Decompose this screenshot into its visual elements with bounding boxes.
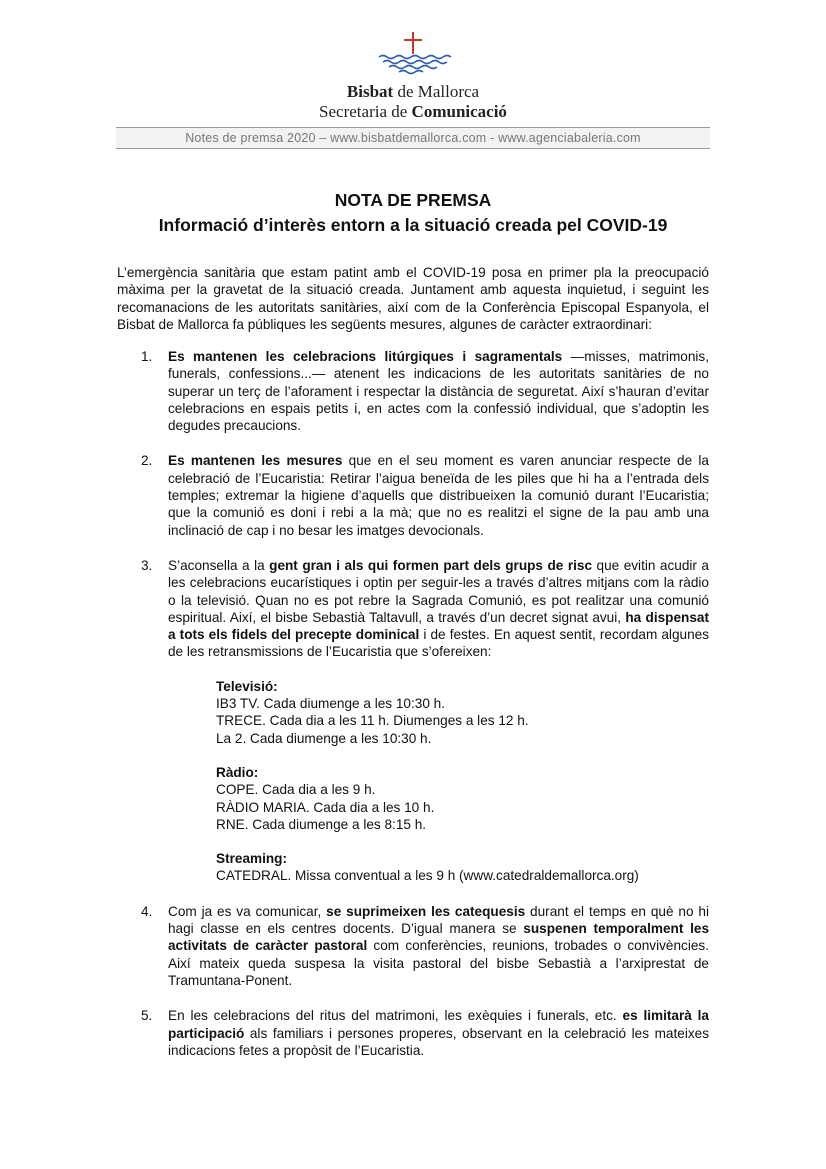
- spacer: [117, 885, 709, 903]
- spacer: [117, 434, 709, 452]
- broadcast-line: IB3 TV. Cada diumenge a les 10:30 h.: [216, 696, 445, 712]
- broadcast-line: RÀDIO MARIA. Cada dia a les 10 h.: [216, 799, 435, 815]
- page-title: NOTA DE PREMSA: [334, 190, 492, 210]
- broadcast-line: COPE. Cada dia a les 9 h.: [216, 782, 376, 798]
- spacer: [117, 989, 709, 1007]
- diocese-logo-icon: [373, 30, 453, 78]
- page-subtitle: Informació d’interès entorn a la situació creada pel COVID-19: [158, 215, 668, 235]
- item-number: 1.: [141, 349, 153, 364]
- broadcast-group: [216, 678, 709, 747]
- broadcast-schedule: [216, 678, 709, 885]
- broadcast-line: RNE. Cada diumenge a les 8:15 h.: [216, 816, 427, 832]
- list-item: 4. Com ja es va comunicar, se suprimeixen les catequesis durant el temps en què no hi hagi classe en els centres docents. D’igual manera se suspenen temporalment les activitats de caràcter pastoral com conferències, reunions, trobades o convivències. Així mateix queda suspesa la visita pastoral del bisbe Sebastià a l’arxiprestat de Tramuntana-Ponent.: [141, 903, 709, 988]
- item-number: 2.: [141, 453, 153, 469]
- list-item: 1. Es mantenen les celebracions litúrgiques i sagramentals —misses, matrimonis, funerals, confessions...— atenent les indicacions de les autoritats sanitàries de no superar un terç de l’aforament i respectar la distància de seguretat. Així s’hauran d’evitar celebracions en espais petits i, en actes com la confessió individual, que s’adoptin les degudes precaucions.: [141, 349, 709, 434]
- list-item: 5. En les celebracions del ritus del matrimoni, les exèquies i funerals, etc. es limitarà la participació als familiars i persones properes, observant en la celebració les mateixes indicacions fetes a propòsit de l’Eucaristia.: [141, 1008, 709, 1058]
- broadcast-group: [216, 850, 709, 885]
- letterhead: [0, 30, 826, 122]
- measures-list: [117, 348, 709, 1059]
- item-number: 5.: [141, 1008, 153, 1024]
- broadcast-line: La 2. Cada diumenge a les 10:30 h.: [216, 730, 432, 746]
- item-number: 3.: [141, 557, 153, 573]
- broadcast-line: CATEDRAL. Missa conventual a les 9 h (www.catedraldemallorca.org): [216, 868, 639, 884]
- list-item: 2. Es mantenen les mesures que en el seu moment es varen anunciar respecte de la celebració de l’Eucaristia: Retirar l’aigua beneïda de les piles que hi ha a l’entrada dels temples; extremar la higiene d’aquells que distribueixen la comunió durant l’Eucaristia; que la comunió es doni i rebi a la mà; que no es realitzi el signe de la pau amb una inclinació de cap i no besar les imatges devocionals.: [141, 453, 709, 538]
- intro-paragraph: L’emergència sanitària que estam patint amb el COVID-19 posa en primer pla la preocupació màxima per la gravetat de la situació creada. Juntament amb aquesta inquietud, i seguint les recomanacions de les autoritats sanitàries, així com de la Conferència Episcopal Espanyola, el Bisbat de Mallorca fa públiques les següents mesures, algunes de caràcter extraordinari:: [117, 265, 709, 332]
- list-item: 3. S’aconsella a la gent gran i als qui formen part dels grups de risc que evitin acudir a les celebracions eucarístiques i optin per seguir-les a través d’altres mitjans com la ràdio o la televisió. Quan no es pot rebre la Sagrada Comunió, es pot realitzar una comunió espiritual. Així, el bisbe Sebastià Taltavull, a través d’un decret signat avui, ha dispensat a tots els fidels del precepte dominical i de festes. En aquest sentit, recordam algunes de les retransmissions de l’Eucaristia que s’ofereixen: Televisió: IB3 TV. Cada diumenge a les 10:30 h. TRECE. Cada dia a les 11 h. Diumenges a les 12 h. La 2. Cada diumenge a les 10:30 h. Ràdio: COPE. Cada dia a les 9 h. RÀDIO MARIA. Cada dia a les 10 h. RNE. Cada diumenge a les 8:15 h. Streaming: CATEDRAL. Missa conventual a les 9 h (www.catedraldemallorca.org): [141, 557, 709, 884]
- press-notes-bar: Notes de premsa 2020 – www.bisbatdemallorca.com - www.agenciabaleria.com: [116, 127, 710, 149]
- broadcast-heading: Ràdio:: [216, 764, 259, 780]
- broadcast-line: TRECE. Cada dia a les 11 h. Diumenges a les 12 h.: [216, 713, 529, 729]
- spacer: [117, 539, 709, 557]
- item-number: 4.: [141, 903, 153, 919]
- broadcast-heading: Televisió:: [216, 678, 278, 694]
- organization-name: Bisbat de Mallorca: [346, 82, 480, 101]
- broadcast-group: [216, 764, 709, 833]
- department-name: Secretaria de Comunicació: [319, 102, 507, 121]
- broadcast-heading: Streaming:: [216, 851, 288, 867]
